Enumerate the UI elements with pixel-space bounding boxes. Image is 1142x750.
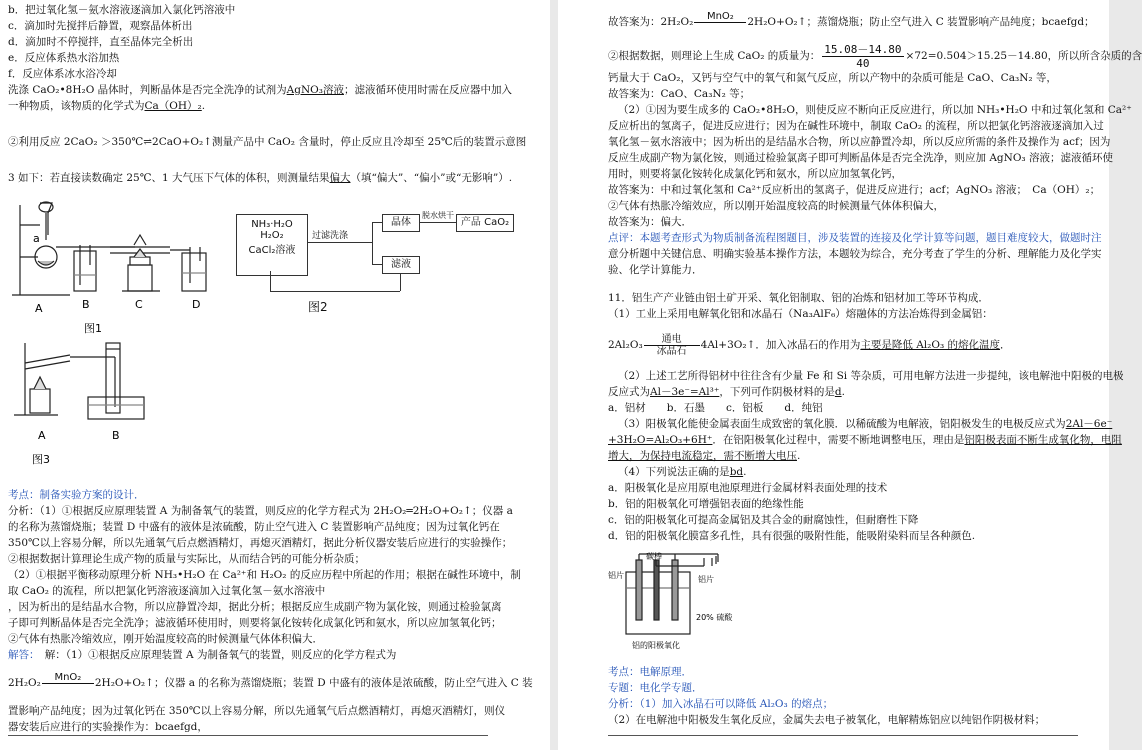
fenxi-line-1: 分析：（1）①根据反应原理装置 A 为制备氧气的装置，则反应的化学方程式为 2H₂O₂═2H₂O+O₂↑；仪器 a [8,505,513,517]
al-sheet-left-label: 铝片 [608,571,624,580]
dianping-2: 意分析题中关键信息、明确实验基本操作方法，本题较为综合，充分考查了学生的分析、理解能力及化学实 [608,248,1102,260]
label-a-instrument: a [33,232,40,245]
option-4b: b．铝的阳极氧化可增强铝表面的绝缘性能 [608,498,804,510]
fenxi-line-6: 取 CaO₂ 的流程，所以把氯化钙溶液逐滴加入过氧化氢－氨水溶液中 [8,585,326,597]
p2-line-3: 氧化氢－氨水溶液中；因为析出的是结晶水合物，所以应静置冷却，所以反应所需的条件及操作为 acf；因为 [608,136,1111,148]
option-b: b．把过氧化氢－氨水溶液逐滴加入氯化钙溶液中 [8,4,236,16]
equation-line: 2H₂O₂ MnO₂ 2H₂O+O₂↑；仪器 a 的名称为蒸馏烧瓶；装置 D 中盛有的液体是浓硫酸，防止空气进入 C 装 [8,672,533,689]
reactants-box: NH₃·H₂O H₂O₂ CaCl₂溶液 [236,214,308,276]
fig3-label-B: B [112,429,120,442]
calc-fraction: $\frac{15.08-14.80}{40}$ [824,42,902,70]
q11-part2-cont: 反应式为Al－3e⁻=Al³⁺，下列可作阴极材料的是d. [608,386,845,398]
option-f: f．反应体系冰水浴冷却 [8,68,117,80]
answer-cryolite: 主要是降低 Al₂O₃ 的熔化温度 [860,339,1001,351]
fig3-label-A: A [38,429,46,442]
q11-part4: （4）下列说法正确的是bd. [618,466,747,478]
answer-anode-eq: 2Al－6e⁻ [1065,418,1113,430]
option-e: e．反应体系热水浴加热 [8,52,120,64]
answer-anode: Al－3e⁻=Al³⁺ [650,386,720,398]
catalyst-label: MnO₂ [54,672,82,683]
q11-part1: （1）工业上采用电解氧化铝和冰晶石（Na₃AlF₆）熔融体的方法冶炼得到金属铝： [608,308,993,320]
condition-top: 通电 [661,333,682,345]
crystal-box: 晶体 [382,214,420,232]
option-4d: d．铝的阳极氧化膜富多孔性，具有很强的吸附性能，能吸附染料而呈各种颜色. [608,530,976,542]
anodizing-caption: 铝的阳极氧化 [632,641,680,650]
label-D: D [192,298,201,311]
catalyst-label-right: MnO₂ [706,11,734,22]
q11-title: 11．铝生产产业链由铝土矿开采、氧化铝制取、铝的冶炼和铝材加工等环节构成． [608,292,989,304]
fenxi-line-5: （2）①根据平衡移动原理分析 NH₃•H₂O 在 Ca²⁺和 H₂O₂ 的反应历程中所起的作用；根据在碱性环境中，制 [8,569,521,581]
figure-2-caption: 图2 [308,300,328,314]
p2-line-6: 故答案为：中和过氧化氢和 Ca²⁺反应析出的氢离子，促进反应进行；acf；AgNO₃ 溶液； Ca（OH）₂； [608,184,1101,196]
fenxi-right-2: （2）在电解池中阳极发生氧化反应，金属失去电子被氧化，电解精炼铝应以纯铝作阴极材料； [608,714,1046,726]
figure-1-caption: 图1 [84,322,102,335]
p2-line-1: （2）①因为要生成多的 CaO₂•8H₂O，则使反应不断向正反应进行，所以加 NH₃•H₂O 中和过氧化氢和 Ca²⁺ [618,104,1132,116]
kaodian-right: 考点：电解原理． [608,666,692,678]
al-equation: 2Al₂O₃ 通电 冰晶石 4Al+3O₂↑．加入冰晶石的作用为主要是降低 Al₂O₃ 的熔化温度． [608,333,1011,357]
p2-line-7: ②气体有热胀冷缩效应，所以刚开始温度较高的时候测量气体体积偏大， [608,200,944,212]
answer-caoh2: Ca（OH）₂ [144,100,202,112]
option-4c: c．铝的阳极氧化可提高金属铝及其合金的耐腐蚀性，但耐磨性下降 [608,514,919,526]
product-box: 产品 CaO₂ [456,214,514,232]
condition-bottom: 冰晶石 [656,345,687,357]
filtrate-box: 滤液 [382,256,420,274]
figure-3-apparatus [10,335,160,470]
calc-answer: 故答案为：CaO、Ca₃N₂ 等； [608,88,751,100]
fenxi-line-3: 350℃以上容易分解，所以先通氧气后点燃酒精灯，再熄灭酒精灯，据此分析仪器安装后应进行的实验操作； [8,537,513,549]
label-B: B [82,298,90,311]
left-page [0,0,550,750]
answer-bd: bd [729,466,744,478]
jieda-line: 解答： 解：（1）①根据反应原理装置 A 为制备氧气的装置，则反应的化学方程式为 [8,649,397,661]
al-sheet-right-label: 铝片 [698,575,714,584]
wash-question: 洗涤 CaO₂•8H₂O 晶体时，判断晶体是否完全洗净的试剂为AgNO₃溶液；滤液循环使用时需在反应器中加入 [8,84,512,96]
kaodian-left: 考点：制备实验方案的设计． [8,489,145,501]
answer-voltage: 铝阳极表面不断生成氧化物，电阻 [964,434,1122,446]
p2-line-4: 反应生成副产物为氯化铵，则通过检验氯离子即可判断晶体是否完全洗净，则应加 AgNO₃ 溶液；滤液循环使 [608,152,1113,164]
zhuanti-right: 专题：电化学专题． [608,682,703,694]
figure-3-caption: 图3 [32,453,50,466]
answer-pianda: 偏大 [329,172,351,184]
fenxi-line-7: ，因为析出的是结晶水合物，所以应静置冷却，据此分析；根据反应生成副产物为氯化铵，则通过检验氯离 [8,601,502,613]
right-page [558,0,1142,750]
figure-anodizing [608,552,758,652]
question-3: 3 如下：若直接读数确定 25℃、1 大气压下气体的体积，则测量结果偏大（填“偏大”、“偏小”或“无影响”）. [8,172,513,184]
dry-label: 脱水烘干 [422,211,454,220]
p2-line-8: 故答案为：偏大． [608,216,692,228]
figure-2-flowchart [232,210,522,320]
wash-question-cont: 一种物质，该物质的化学式为Ca（OH）₂. [8,100,206,112]
fenxi-line-4: ②根据数据计算理论生成产物的质量与实际比，从而结合钙的可能分析杂质； [8,553,365,565]
option-c: c．滴加时先搅拌后静置，观察晶体析出 [8,20,193,32]
fenxi-line-2: 的名称为蒸馏烧瓶；装置 D 中盛有的液体是浓硫酸，防止空气进入 C 装置影响产品纯度；因为过氧化钙在 [8,521,500,533]
q11-part2: （2）上述工艺所得铝材中往往含有少量 Fe 和 Si 等杂质，可用电解方法进一步提纯，该电解池中阳极的电极 [618,370,1124,382]
option-4a: a．阳极氧化是应用原电池原理进行金属材料表面处理的技术 [608,482,888,494]
jieda-cont-1: 置影响产品纯度；因为过氧化钙在 350℃以上容易分解，所以先通氧气后点燃酒精灯，再熄灭酒精灯，则仪 [8,705,506,717]
p2-line-5: 用时，则要将氯化铵转化成氯化钙和氨水，所以应加氢氧化钙， [608,168,902,180]
acid-label: 20% 硫酸 [696,613,733,622]
figure-1-apparatus [10,195,225,335]
label-C: C [135,298,143,311]
answer-agno3: AgNO₃溶液 [286,84,344,96]
dianping-3: 验、化学计算能力． [608,264,703,276]
q11-part3-end: 增大，为保持电流稳定，需不断增大电压. [608,450,801,462]
calc-line: ②根据数据，则理论上生成 CaO₂ 的质量为： $\frac{15.08-14.80}{40}$ ×72=0.504＞15.25－14.80，所以所含杂质的含 [608,42,1142,70]
jieda-cont-2: 器安装后应进行的实验操作为：bcaefgd， [8,721,208,733]
question-2: ②利用反应 2CaO₂ ＞350℃⇌2CaO+O₂↑测量产品中 CaO₂ 含量时，停止反应且冷却至 25℃后的装置示意图 [8,136,527,148]
carbon-rod-label: 碳棒 [646,552,662,561]
fenxi-line-8: 子即可判断晶体是否完全洗净；滤液循环使用时，则要将氯化铵转化成氯化钙和氨水，所以应加氢氧化钙； [8,617,502,629]
calc-cont: 钙量大于 CaO₂，又钙与空气中的氧气和氮气反应，所以产物中的杂质可能是 CaO、Ca₃N₂ 等， [608,72,1057,84]
p2-line-2: 反应析出的氢离子，促进反应进行；因为在碱性环境中，制取 CaO₂ 的流程，所以把氯化钙溶液逐滴加入过 [608,120,1104,132]
q11-part3: （3）阳极氧化能使金属表面生成致密的氧化膜．以稀硫酸为电解液，铝阳极发生的电极反应式为2Al－6e⁻ [618,418,1113,430]
option-d: d．滴加时不停搅拌，直至晶体完全析出 [8,36,194,48]
q11-part2-options: a．铝材 b．石墨 c．铝板 d．纯铝 [608,402,823,414]
answer-1: 故答案为：2H₂O₂ MnO₂ 2H₂O+O₂↑；蒸馏烧瓶；防止空气进入 C 装置影响产品纯度；bcaefgd； [608,11,1095,28]
answer-d: d [834,386,842,398]
dianping-1: 点评：本题考查形式为物质制备流程图题目，涉及装置的连接及化学计算等问题，题目难度较大，做题时注 [608,232,1102,244]
label-A: A [35,302,43,315]
filter-label: 过滤洗涤 [312,231,349,241]
q11-part3-cont: +3H₂O=Al₂O₃+6H⁺．在铝阳极氧化过程中，需要不断地调整电压，理由是铝阳极表面不断生成氧化物，电阻 [608,434,1122,446]
fenxi-line-9: ②气体有热胀冷缩效应，刚开始温度较高的时候测量气体体积偏大． [8,633,323,645]
fenxi-right-1: 分析：（1）加入冰晶石可以降低 Al₂O₃ 的熔点； [608,698,834,710]
